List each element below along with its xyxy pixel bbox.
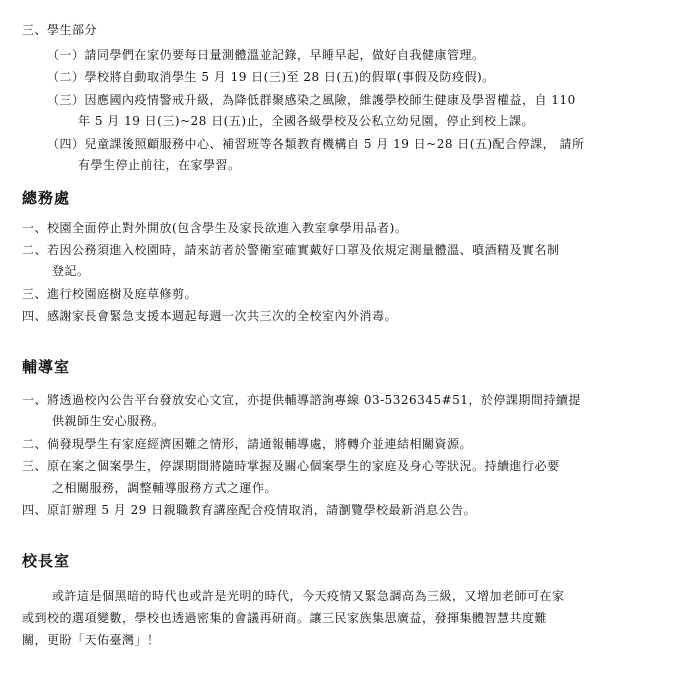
students-item-1: （一）請同學們在家仍要每日量測體溫並記錄，早睡早起，做好自我健康管理。 (47, 48, 485, 62)
principal-paragraph-line-3: 關，更盼「天佑臺灣」！ (22, 633, 160, 647)
general-affairs-item-3: 三、進行校園庭樹及庭草修剪。 (22, 287, 198, 301)
principal-paragraph-line-1: 或許這是個黑暗的時代也或許是光明的時代，今天疫情又緊急調高為三級，又增加老師可在家 (52, 589, 565, 603)
counseling-heading: 輔導室 (22, 358, 71, 376)
general-affairs-item-4: 四、感謝家長會緊急支援本週起每週一次共三次的全校室內外消毒。 (22, 309, 398, 323)
students-item-2: （二）學校將自動取消學生 5 月 19 日(三)至 28 日(五)的假單(事假及防疫假)。 (47, 70, 495, 84)
counseling-item-3: 三、原在案之個案學生，停課期間將隨時掌握及關心個案學生的家庭及身心等狀況。持續進行必要 (22, 459, 560, 473)
principal-heading: 校長室 (22, 552, 71, 570)
counseling-item-2: 二、倘發現學生有家庭經濟困難之情形，請通報輔導處，將轉介並連結相關資源。 (22, 437, 473, 451)
students-item-3: （三）因應國內疫情警戒升級，為降低群聚感染之風險，維護學校師生健康及學習權益，自 110 (47, 93, 576, 107)
general-affairs-heading: 總務處 (22, 189, 71, 207)
students-item-4: （四）兒童課後照顧服務中心、補習班等各類教育機構自 5 月 19 日~28 日(五)配合停課， 請所 (47, 137, 585, 151)
counseling-item-1-cont: 供親師生安心服務。 (52, 414, 165, 428)
students-item-4-cont: 有學生停止前往，在家學習。 (78, 158, 241, 172)
students-section-title: 三、學生部分 (22, 23, 98, 37)
students-item-3-cont: 年 5 月 19 日(三)~28 日(五)止，全國各級學校及公私立幼兒園，停止到校上課。 (78, 114, 535, 128)
counseling-item-4: 四、原訂辦理 5 月 29 日親職教育講座配合疫情取消，請瀏覽學校最新消息公告。 (22, 503, 477, 517)
counseling-item-1: 一、將透過校內公告平台發放安心文宣，亦提供輔導諮詢專線 03-5326345#51，於停課期間持續提 (22, 393, 581, 407)
principal-paragraph-line-2: 或到校的選項變數，學校也透過密集的會議再研商。讓三民家族集思廣益，發揮集體智慧共度難 (22, 611, 548, 625)
counseling-item-3-cont: 之相關服務，調整輔導服務方式之運作。 (52, 481, 278, 495)
general-affairs-item-2-cont: 登記。 (52, 264, 90, 278)
general-affairs-item-1: 一、校園全面停止對外開放(包含學生及家長欲進入教室拿學用品者)。 (22, 221, 408, 235)
general-affairs-item-2: 二、若因公務須進入校園時，請來訪者於警衛室確實戴好口罩及依規定測量體溫、噴酒精及實名制 (22, 243, 560, 257)
